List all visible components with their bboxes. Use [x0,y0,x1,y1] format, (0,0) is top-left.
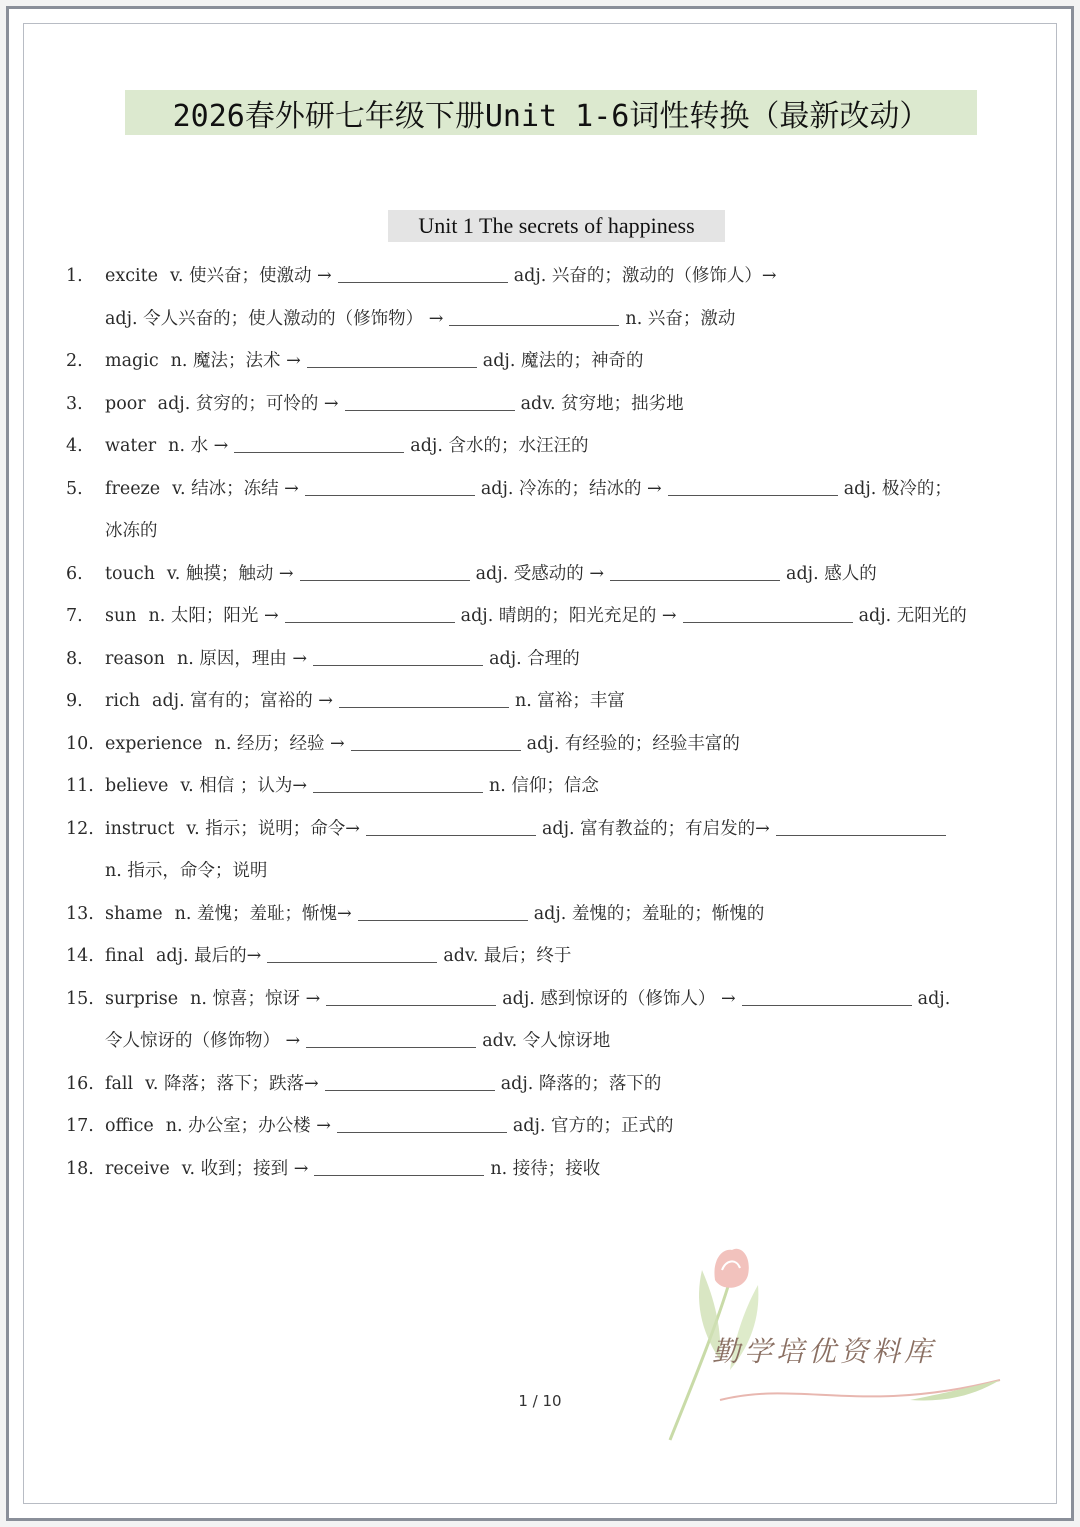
exercise-hint: adv. 最后；终于 [443,946,572,966]
exercise-hint: adj. 极冷的； [843,478,952,499]
exercise-hint: v. 使兴奋；使激动 → [170,266,332,286]
answer-blank[interactable] [668,473,838,496]
answer-blank[interactable] [345,388,515,411]
exercise-word: believe [105,776,169,796]
answer-blank[interactable] [326,983,496,1006]
exercise-hint: adj. [917,988,951,1009]
exercise-hint: adj. 受感动的 → [475,563,605,584]
exercise-hint: adj. 羞愧的；羞耻的；惭愧的 [533,903,765,924]
exercise-row [66,639,580,679]
exercise-hint: n. 指示，命令；说明 [105,861,268,881]
exercise-row [66,1064,661,1104]
answer-blank[interactable] [610,558,780,581]
answer-blank[interactable] [267,940,437,963]
exercise-hint: adj. 含水的；水汪汪的 [410,436,589,456]
answer-blank[interactable] [339,685,509,708]
exercise-hint: adj. 最后的→ [155,946,262,966]
exercise-hint: adj. 无阳光的 [858,606,967,626]
exercise-row [66,469,952,509]
exercise-word: reason [105,648,165,669]
page-title: 2026春外研七年级下册Unit 1-6词性转换（最新改动） [125,90,977,135]
answer-blank[interactable] [366,813,536,836]
exercise-number: 13. [66,903,94,924]
exercise-number: 7. [66,606,83,626]
exercise-hint: adj. 官方的；正式的 [512,1116,674,1136]
exercise-hint: v. 结冰；冻结 → [172,478,299,499]
answer-blank[interactable] [314,1153,484,1176]
exercise-word: excite [105,266,159,286]
exercise-word: rich [105,691,141,711]
answer-blank[interactable] [351,728,521,751]
exercise-row [66,766,599,806]
exercise-hint: v. 指示；说明；命令→ [186,818,360,839]
exercise-row [66,256,777,296]
exercise-hint: adj. 富有教益的；有启发的→ [541,818,770,839]
answer-blank[interactable] [325,1068,495,1091]
exercise-word: magic [105,351,159,371]
exercise-hint: n. 水 → [168,436,229,456]
exercise-hint: adv. 贫穷地；拙劣地 [520,393,684,414]
exercise-number: 8. [66,648,83,669]
exercise-continuation [105,1021,610,1061]
exercise-number: 15. [66,988,94,1009]
answer-blank[interactable] [683,600,853,623]
exercise-hint: v. 相信 ；认为→ [180,776,308,796]
answer-blank[interactable] [337,1110,507,1133]
exercise-hint: adj. 魔法的；神奇的 [482,351,644,371]
exercise-word: office [105,1116,154,1136]
exercise-hint: n. 魔法；法术 → [170,351,301,371]
exercise-hint: v. 触摸；触动 → [166,563,294,584]
exercise-number: 12. [66,818,94,839]
exercise-number: 16. [66,1073,94,1094]
exercise-number: 3. [66,393,83,414]
exercise-word: sun [105,606,137,626]
answer-blank[interactable] [449,303,619,326]
exercise-row [66,724,740,764]
exercise-row [66,426,588,466]
exercise-row [66,936,571,976]
exercise-row [66,384,684,424]
exercise-word: fall [105,1073,134,1094]
exercise-hint: n. 经历；经验 → [214,733,345,754]
exercise-hint: adj. 降落的；落下的 [500,1073,662,1094]
exercise-word: touch [105,563,155,584]
exercise-number: 2. [66,351,83,371]
exercise-word: poor [105,393,146,414]
answer-blank[interactable] [742,983,912,1006]
exercise-hint: adj. 感人的 [786,563,877,584]
exercise-hint: n. 办公室；办公楼 → [165,1116,331,1136]
exercise-row [66,596,967,636]
exercise-row [66,894,764,934]
exercise-word: surprise [105,988,179,1009]
exercise-row [66,681,625,721]
exercise-number: 5. [66,478,83,499]
unit-heading: Unit 1 The secrets of happiness [388,210,725,242]
exercise-hint: adj. 有经验的；经验丰富的 [526,733,740,754]
exercise-word: experience [105,733,203,754]
exercise-hint: adj. 合理的 [489,648,580,669]
exercise-row [66,554,877,594]
answer-blank[interactable] [285,600,455,623]
watermark-text: 勤学培优资料库 [712,1335,937,1368]
exercise-number: 10. [66,733,94,754]
answer-blank[interactable] [234,430,404,453]
exercise-word: shame [105,903,163,924]
exercise-hint: v. 收到；接到 → [181,1158,309,1179]
exercise-number: 14. [66,946,94,966]
answer-blank[interactable] [338,260,508,283]
exercise-hint: adj. 晴朗的；阳光充足的 → [460,606,677,626]
answer-blank[interactable] [313,770,483,793]
exercise-continuation [105,299,735,339]
exercise-word: water [105,436,157,456]
answer-blank[interactable] [307,345,477,368]
exercise-continuation [105,511,158,551]
exercise-hint: adj. 感到惊讶的（修饰人） → [502,988,736,1009]
exercise-number: 1. [66,266,83,286]
exercise-hint: adj. 冷冻的；结冰的 → [480,478,662,499]
answer-blank[interactable] [358,898,528,921]
answer-blank[interactable] [776,813,946,836]
page-number: 1 / 10 [518,1392,562,1410]
exercise-number: 4. [66,436,83,456]
exercise-hint: n. 惊喜；惊讶 → [190,988,321,1009]
answer-blank[interactable] [306,1025,476,1048]
exercise-row [66,1106,674,1146]
exercise-hint: n. 太阳；阳光 → [148,606,279,626]
exercise-hint: adj. 富有的；富裕的 → [152,691,333,711]
exercise-row [66,341,643,381]
exercise-row [66,1149,600,1189]
exercise-hint: adv. 令人惊讶地 [482,1031,611,1051]
exercise-hint: n. 兴奋；激动 [625,308,736,329]
exercise-hint: n. 富裕；丰富 [514,691,625,711]
exercise-continuation [105,851,267,891]
answer-blank[interactable] [305,473,475,496]
exercise-hint: v. 降落；落下；跌落→ [145,1073,319,1094]
exercise-hint: n. 接待；接收 [490,1158,601,1179]
exercise-word: receive [105,1158,170,1179]
exercise-word: final [105,946,144,966]
exercise-row [66,809,952,849]
exercise-word: freeze [105,478,161,499]
exercise-number: 17. [66,1116,94,1136]
exercise-hint: adj. 贫穷的；可怜的 → [157,393,339,414]
exercise-number: 11. [66,776,94,796]
exercise-hint: adj. 令人兴奋的；使人激动的（修饰物） → [105,308,444,329]
exercise-number: 9. [66,691,83,711]
exercise-number: 6. [66,563,83,584]
exercise-hint: n. 原因，理由 → [176,648,308,669]
exercise-word: instruct [105,818,175,839]
answer-blank[interactable] [313,643,483,666]
exercise-hint: adj. 兴奋的；激动的（修饰人）→ [513,266,777,286]
exercise-row [66,979,950,1019]
exercise-hint: 冰冻的 [105,521,158,541]
exercise-hint: n. 信仰；信念 [489,776,599,796]
exercise-hint: 令人惊讶的（修饰物） → [105,1031,301,1051]
answer-blank[interactable] [300,558,470,581]
exercise-hint: n. 羞愧；羞耻；惭愧→ [174,903,352,924]
exercise-number: 18. [66,1158,94,1179]
